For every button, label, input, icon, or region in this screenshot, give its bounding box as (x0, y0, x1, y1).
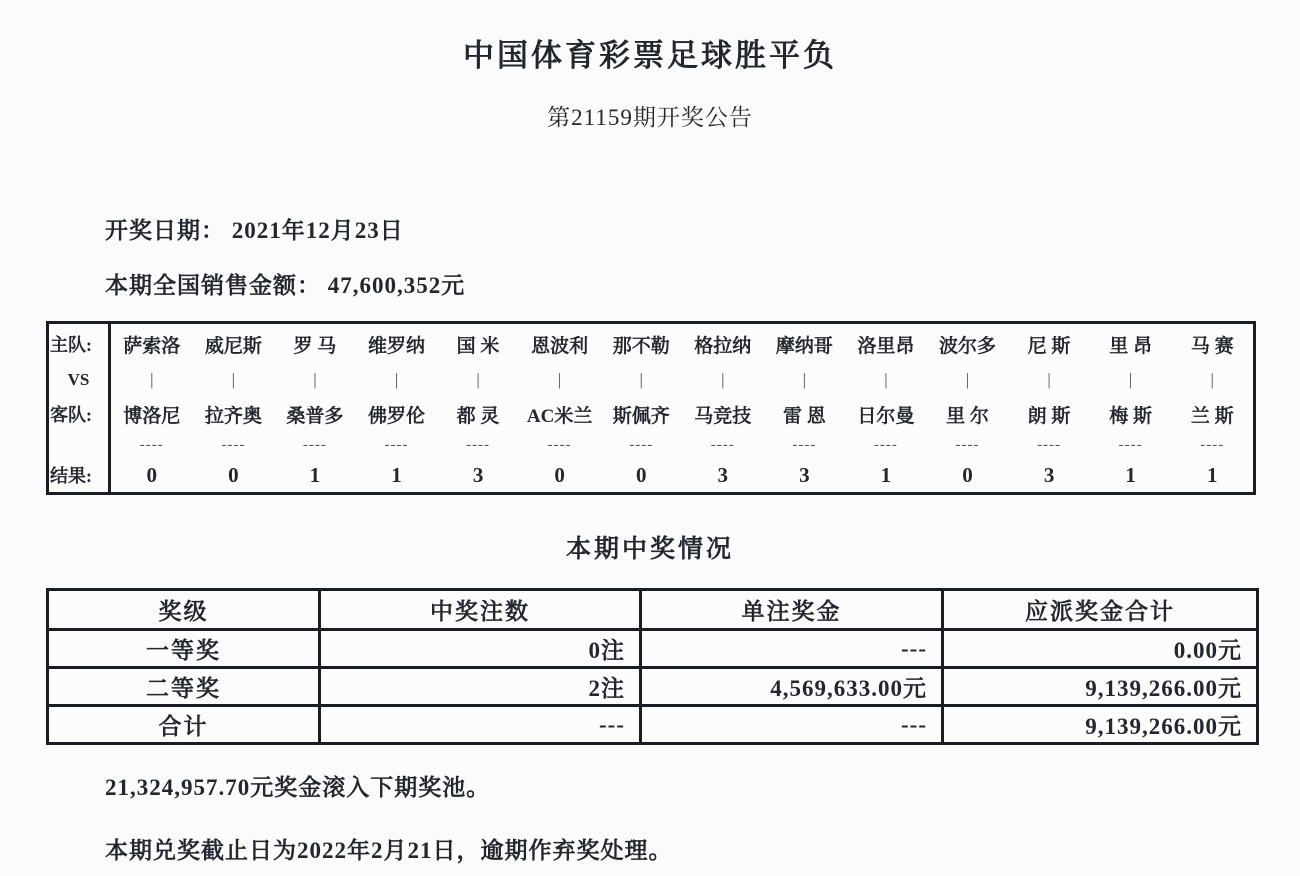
home-team: 维罗纳 (367, 335, 425, 357)
match-result: 1 (391, 462, 402, 487)
home-team: 洛里昂 (857, 335, 915, 357)
away-team: 朗 斯 (1027, 405, 1071, 427)
dash-separator: ---- (1037, 436, 1062, 453)
matches-table (46, 321, 1256, 495)
draw-date-line: 开奖日期： 2021年12月23日 (105, 218, 404, 243)
dash-separator: ---- (466, 436, 491, 453)
dash-separator: ---- (384, 436, 409, 453)
away-team: 博洛尼 (123, 405, 181, 427)
prize-col-single: 单注奖金 (641, 590, 943, 630)
row-label-home: 主队: (49, 324, 111, 364)
row-label-away: 客队: (49, 396, 111, 432)
vs-separator: | (639, 370, 643, 389)
home-team: 摩纳哥 (775, 335, 833, 357)
prize-row-first (48, 630, 1258, 668)
dash-separator: ---- (1200, 436, 1225, 453)
prize-header-row (48, 590, 1258, 630)
prize-level: 一等奖 (48, 630, 320, 668)
vs-separator: | (721, 370, 725, 389)
match-result: 1 (1125, 462, 1136, 487)
prize-total: 9,139,266.00元 (943, 706, 1258, 744)
dash-separator: ---- (1118, 436, 1143, 453)
vs-separator: | (394, 370, 399, 389)
away-team: 斯佩齐 (612, 405, 670, 427)
match-result: 3 (717, 462, 729, 487)
vs-separator: | (231, 370, 236, 389)
away-team: 里 尔 (946, 405, 989, 427)
vs-separator: | (1047, 370, 1051, 389)
prize-col-count: 中奖注数 (320, 590, 641, 630)
dash-separator: ---- (629, 436, 654, 453)
home-team: 国 米 (456, 335, 500, 357)
prize-total: 0.00元 (943, 630, 1258, 668)
match-result: 0 (635, 462, 647, 487)
vs-separator: | (313, 370, 317, 389)
sales-amount-line: 本期全国销售金额： 47,600,352元 (105, 273, 466, 298)
home-team: 那不勒 (612, 335, 670, 357)
prize-section-title: 本期中奖情况 (565, 536, 734, 563)
vs-separator: | (557, 370, 562, 389)
away-team: AC米兰 (526, 405, 593, 427)
match-result: 1 (880, 462, 892, 487)
prize-col-level: 奖级 (48, 590, 320, 630)
prize-count: --- (320, 706, 641, 744)
home-team: 罗 马 (293, 335, 337, 357)
prize-single: --- (641, 630, 943, 668)
page-title: 中国体育彩票足球胜平负 (463, 38, 837, 73)
match-result: 0 (228, 462, 239, 487)
dash-separator: ---- (221, 436, 246, 453)
vs-separator: | (1210, 370, 1214, 389)
prize-count: 0注 (320, 630, 641, 668)
away-team: 拉齐奥 (204, 405, 262, 427)
vs-separator: | (802, 370, 807, 389)
deadline-note: 本期兑奖截止日为2022年2月21日，逾期作弃奖处理。 (105, 838, 673, 863)
dash-separator: ---- (302, 436, 327, 453)
vs-separator: | (884, 370, 888, 389)
away-team: 梅 斯 (1109, 405, 1153, 427)
vs-separator: | (476, 370, 480, 389)
dash-separator: ---- (139, 436, 164, 453)
match-result: 1 (1206, 462, 1218, 487)
prize-total: 9,139,266.00元 (943, 668, 1258, 706)
dash-separator: ---- (792, 436, 817, 453)
prize-row-sum (48, 706, 1258, 744)
home-team: 萨索洛 (123, 335, 181, 357)
prize-level: 合计 (48, 706, 320, 744)
match-result: 0 (146, 462, 158, 487)
match-result: 0 (962, 462, 973, 487)
home-team: 格拉纳 (694, 335, 752, 357)
row-label-vs: VS (49, 364, 111, 396)
prize-single: 4,569,633.00元 (641, 668, 943, 706)
home-team: 里 昂 (1109, 335, 1153, 357)
away-team: 桑普多 (286, 405, 344, 427)
home-team: 威尼斯 (204, 335, 262, 357)
away-team: 佛罗伦 (367, 405, 425, 427)
match-result: 0 (554, 462, 565, 487)
rollover-note: 21,324,957.70元奖金滚入下期奖池。 (105, 775, 491, 800)
page-subtitle: 第21159期开奖公告 (547, 105, 753, 130)
match-result: 3 (1043, 462, 1055, 487)
vs-separator: | (965, 370, 970, 389)
dash-separator: ---- (955, 436, 980, 453)
away-team: 日尔曼 (857, 405, 915, 427)
away-team: 雷 恩 (782, 405, 826, 427)
away-team: 马竞技 (694, 405, 752, 427)
match-result: 3 (799, 462, 810, 487)
prize-row-second (48, 668, 1258, 706)
row-label-result: 结果: (49, 458, 111, 492)
prize-count: 2注 (320, 668, 641, 706)
home-team: 波尔多 (938, 335, 996, 357)
prize-col-total: 应派奖金合计 (943, 590, 1258, 630)
dash-separator: ---- (547, 436, 572, 453)
row-label-spacer (49, 432, 111, 458)
prize-single: --- (641, 706, 943, 744)
prize-level: 二等奖 (48, 668, 320, 706)
away-team: 兰 斯 (1190, 405, 1234, 427)
away-team: 都 灵 (456, 405, 500, 427)
match-result: 1 (309, 462, 321, 487)
home-team: 恩波利 (531, 335, 589, 357)
match-result: 3 (472, 462, 484, 487)
dash-separator: ---- (873, 436, 898, 453)
vs-separator: | (150, 370, 154, 389)
prize-table (46, 588, 1259, 745)
dash-separator: ---- (710, 436, 735, 453)
vs-separator: | (1128, 370, 1133, 389)
home-team: 尼 斯 (1027, 335, 1071, 357)
home-team: 马 赛 (1190, 335, 1234, 357)
